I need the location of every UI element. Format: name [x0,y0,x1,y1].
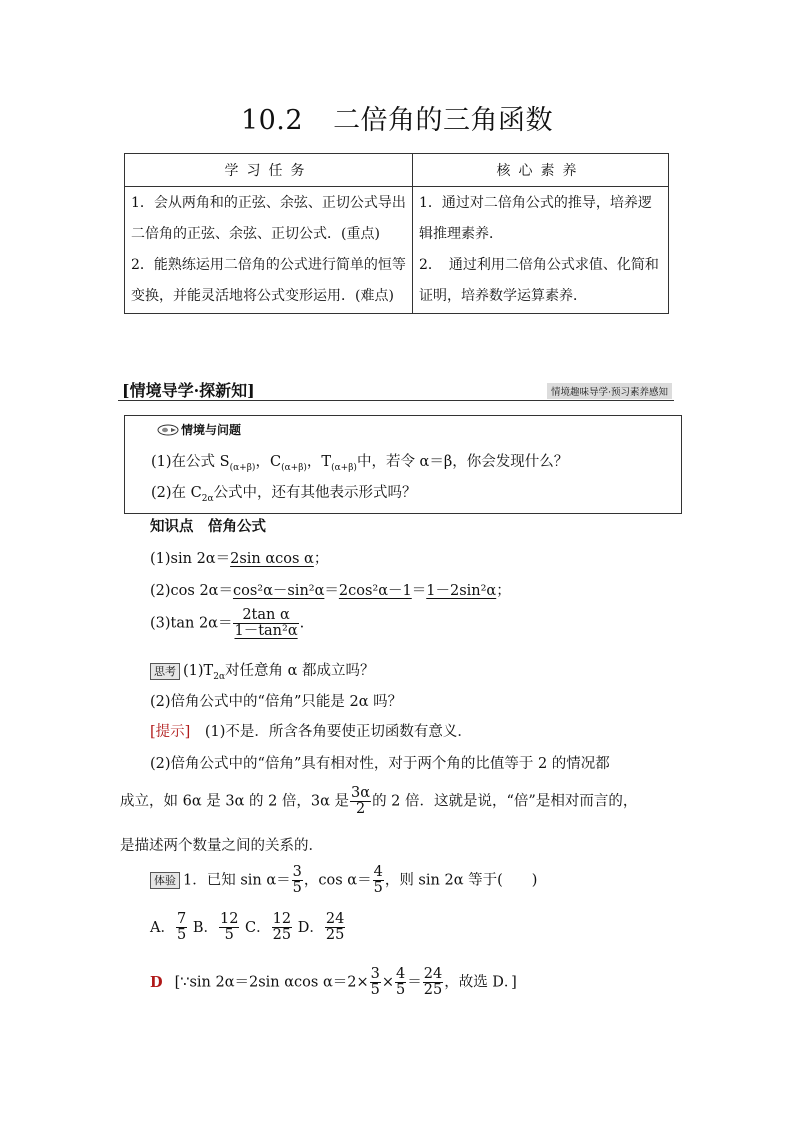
literacy-item: 2． 通过利用二倍角公式求值、化简和证明，培养数学运算素养． [419,257,659,304]
think-question-2: (2)倍角公式中的“倍角”只能是 2α 吗？ [150,694,403,710]
think-tag: 思考 [150,663,180,680]
section-header [118,376,674,401]
section-title: 二倍角的三角函数 [333,105,554,136]
knowledge-heading: 知识点 倍角公式 [150,518,266,535]
answer-letter: D [150,973,163,991]
fraction: $\frac{3}{5}$ [292,864,302,897]
fraction: $\frac{24}{25}$ [423,966,443,999]
fraction: $\frac{4}{5}$ [373,864,383,897]
situation-question-1: (1)在公式 $S_{(\alpha+\beta)}$，$C_{(\alpha+\beta)}$，$T_{(\alpha+\beta)}$中，若令 α＝β，你会发现什么？ [151,454,569,473]
option-d: D． $\frac{24}{25}$ [297,911,345,944]
situation-box [124,415,682,514]
exercise-tag: 体验 [150,872,180,889]
header-learning-tasks: 学习任务 [125,154,413,187]
header-core-literacy: 核心素养 [413,154,669,187]
formula-tan: (3)tan 2α＝ $\frac{\text{2tan α}}{\text{1－tan²α}}$ . [150,607,305,640]
section-header-badge: 情境趣味导学·预习素养感知 [547,383,672,399]
exercise-options [150,912,346,943]
option-a: A． $\frac{7}{5}$ [150,911,187,944]
section-number: 10.2 [240,105,304,136]
fraction: $\frac{12}{25}$ [272,911,292,944]
exercise-question: 体验 1．已知 sin α＝ $\frac{3}{5}$ ，cos α＝ $\frac{4}{5}$ ，则 sin 2α 等于( ) [150,865,537,896]
exercise-answer: D [∵sin 2α＝2sin αcos α＝2× $\frac{3}{5}$ × $\frac{4}{5}$ ＝ $\frac{24}{25}$ ，故选 D．] [150,966,517,999]
learning-tasks-cell [125,187,413,314]
hint-paragraph-1: (2)倍角公式中的“倍角”具有相对性，对于两个角的比值等于 2 的情况都 [150,756,610,772]
think-question-1: 思考 $(1)T_{2\alpha}$对任意角 α 都成立吗？ [150,659,375,682]
hint-paragraph-2: 成立，如 6α 是 3α 的 2 倍，3α 是 $\frac{3\alpha}{2}$ 的 2 倍．这就是说，“倍”是相对而言的， [120,785,638,818]
formula-sin: (1)sin 2α＝2sin αcos α； [150,551,329,567]
formula-cos: (2)cos 2α＝cos²α－sin²α＝2cos²α－1＝1－2sin²α； [150,583,511,599]
option-c: C． $\frac{12}{25}$ [245,911,292,944]
task-item: 1．会从两角和的正弦、余弦、正切公式导出二倍角的正弦、余弦、正切公式．(重点) [131,195,406,242]
tan-fraction: $\frac{\text{2tan α}}{\text{1－tan²α}}$ [234,607,298,640]
objectives-table [124,153,669,314]
core-literacy-cell [413,187,669,314]
task-item: 2．能熟练运用二倍角的公式进行简单的恒等变换，并能灵活地将公式变形运用．(难点) [131,257,406,304]
fraction: $\frac{24}{25}$ [325,911,345,944]
page-title [0,98,794,137]
situation-header-label: 情境与问题 [181,423,242,437]
hint-line: [提示] (1)不是．所含各角要使正切函数有意义． [150,724,472,740]
fraction: $\frac{3}{5}$ [370,966,380,999]
option-b: B． $\frac{12}{5}$ [192,911,239,944]
situation-header [157,421,241,438]
speech-bubble-icon [157,424,179,436]
fraction: $\frac{12}{5}$ [219,911,239,944]
fraction: $\frac{4}{5}$ [396,966,406,999]
section-header-title: [情境导学·探新知] [122,381,255,400]
literacy-item: 1．通过对二倍角公式的推导，培养逻辑推理素养． [419,195,652,242]
hint-tag: [提示] [150,724,191,740]
hint-paragraph-3: 是描述两个数量之间的关系的． [120,838,323,854]
fraction: $\frac{7}{5}$ [176,911,187,944]
situation-question-2: (2)在 $C_{2\alpha}$公式中，还有其他表示形式吗？ [151,485,417,504]
three-alpha-over-two: $\frac{3\alpha}{2}$ [351,785,371,818]
